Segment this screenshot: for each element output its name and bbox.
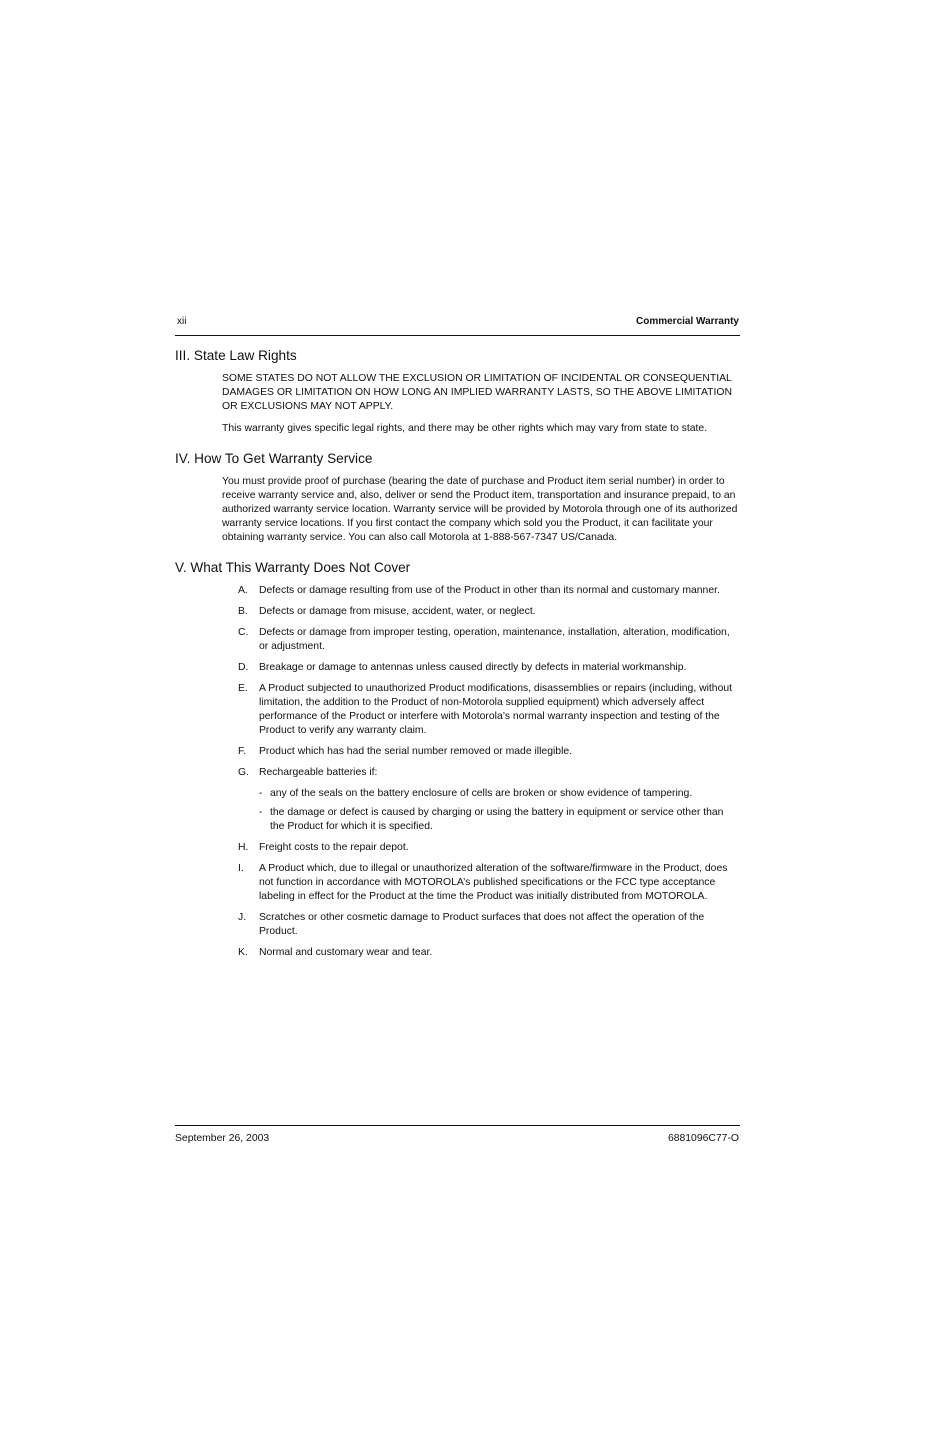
list-item-letter: B. — [238, 606, 248, 617]
sub-list-item-text: any of the seals on the battery enclosure of cells are broken or show evidence of tampering. — [270, 788, 693, 799]
list-item-text: A Product subjected to unauthorized Product modifications, disassemblies or repairs (including, without limitation, the addition to the Product of non-Motorola supplied equipment) which adversely affect performance of the Product or interfere with Motorola’s normal warranty inspection and testing of the Product to verify any warranty claim. — [259, 683, 733, 736]
state-law-paragraph-1: SOME STATES DO NOT ALLOW THE EXCLUSION OR LIMITATION OF INCIDENTAL OR CONSEQUENTIAL DAMAGES OR LIMITATION ON HOW LONG AN IMPLIED WARRANTY LASTS, SO THE ABOVE LIMITATION OR EXCLUSIONS MAY NOT APPLY. — [222, 373, 732, 412]
list-item-text: Defects or damage from misuse, accident, water, or neglect. — [259, 606, 536, 617]
list-item-text: Defects or damage resulting from use of the Product in other than its normal and customary manner. — [259, 585, 720, 596]
sub-list-item-text: the damage or defect is caused by charging or using the battery in equipment or service other than the Product for which it is specified. — [270, 807, 724, 832]
section-heading-state-law: III. State Law Rights — [175, 348, 297, 363]
list-item — [175, 605, 740, 619]
list-item — [175, 661, 740, 675]
list-item — [175, 946, 740, 960]
list-item-text: Freight costs to the repair depot. — [259, 842, 409, 853]
chapter-title: Commercial Warranty — [636, 316, 739, 327]
sub-list-item — [259, 806, 740, 834]
battery-sublist — [259, 787, 740, 834]
list-item-letter: D. — [238, 662, 249, 673]
list-item-letter: J. — [238, 912, 247, 923]
list-item — [175, 911, 740, 939]
header-rule — [175, 335, 740, 336]
warranty-service-paragraph: You must provide proof of purchase (bearing the date of purchase and Product item serial number) in order to receive warranty service and, also, deliver or send the Product item, transportation and insurance prepaid, to an authorized warranty service location. Warranty service will be provided by Motorola through one of its authorized warranty service locations. If you first contact the company which sold you the Product, it can facilitate your obtaining warranty service. You can also call Motorola at 1-888-567-7347 US/Canada. — [222, 476, 738, 543]
page-footer — [175, 1133, 739, 1147]
list-item-text: A Product which, due to illegal or unauthorized alteration of the software/firmware in the Product, does not function in accordance with MOTOROLA’s published specifications or the FCC type acceptance labeling in effect for the Product at the time the Product was initially distributed from MOTOROLA. — [259, 863, 728, 902]
section-heading-not-covered: V. What This Warranty Does Not Cover — [175, 560, 411, 575]
list-item-letter: C. — [238, 627, 249, 638]
list-item-text: Product which has had the serial number removed or made illegible. — [259, 746, 573, 757]
list-item-letter: E. — [238, 683, 248, 694]
list-item — [175, 682, 740, 738]
list-item — [175, 626, 740, 654]
dash-bullet: - — [259, 788, 263, 799]
not-covered-list — [175, 584, 740, 960]
list-item-text: Rechargeable batteries if: — [259, 767, 378, 778]
list-item-letter: H. — [238, 842, 249, 853]
list-item — [175, 584, 740, 598]
page-header — [175, 316, 739, 330]
page-content — [175, 347, 740, 967]
list-item-letter: I. — [238, 863, 244, 874]
list-item-letter: F. — [238, 746, 247, 757]
page-number: xii — [177, 316, 187, 327]
list-item-text: Normal and customary wear and tear. — [259, 947, 433, 958]
list-item-text: Scratches or other cosmetic damage to Product surfaces that does not affect the operation of the Product. — [259, 912, 705, 937]
list-item-letter: G. — [238, 767, 249, 778]
footer-rule — [175, 1125, 740, 1126]
sub-list-item — [259, 787, 740, 801]
list-item-text: Defects or damage from improper testing, operation, maintenance, installation, alteration, modification, or adjustment. — [259, 627, 730, 652]
list-item-letter: A. — [238, 585, 248, 596]
list-item — [175, 862, 740, 904]
list-item-batteries — [175, 766, 740, 834]
list-item-letter: K. — [238, 947, 248, 958]
footer-date: September 26, 2003 — [175, 1133, 270, 1144]
dash-bullet: - — [259, 807, 263, 818]
state-law-paragraph-2: This warranty gives specific legal rights, and there may be other rights which may vary from state to state. — [222, 423, 708, 434]
footer-doc-number: 6881096C77-O — [667, 1133, 739, 1144]
list-item-text: Breakage or damage to antennas unless caused directly by defects in material workmanship. — [259, 662, 687, 673]
list-item — [175, 745, 740, 759]
list-item — [175, 841, 740, 855]
section-heading-warranty-service: IV. How To Get Warranty Service — [175, 451, 373, 466]
